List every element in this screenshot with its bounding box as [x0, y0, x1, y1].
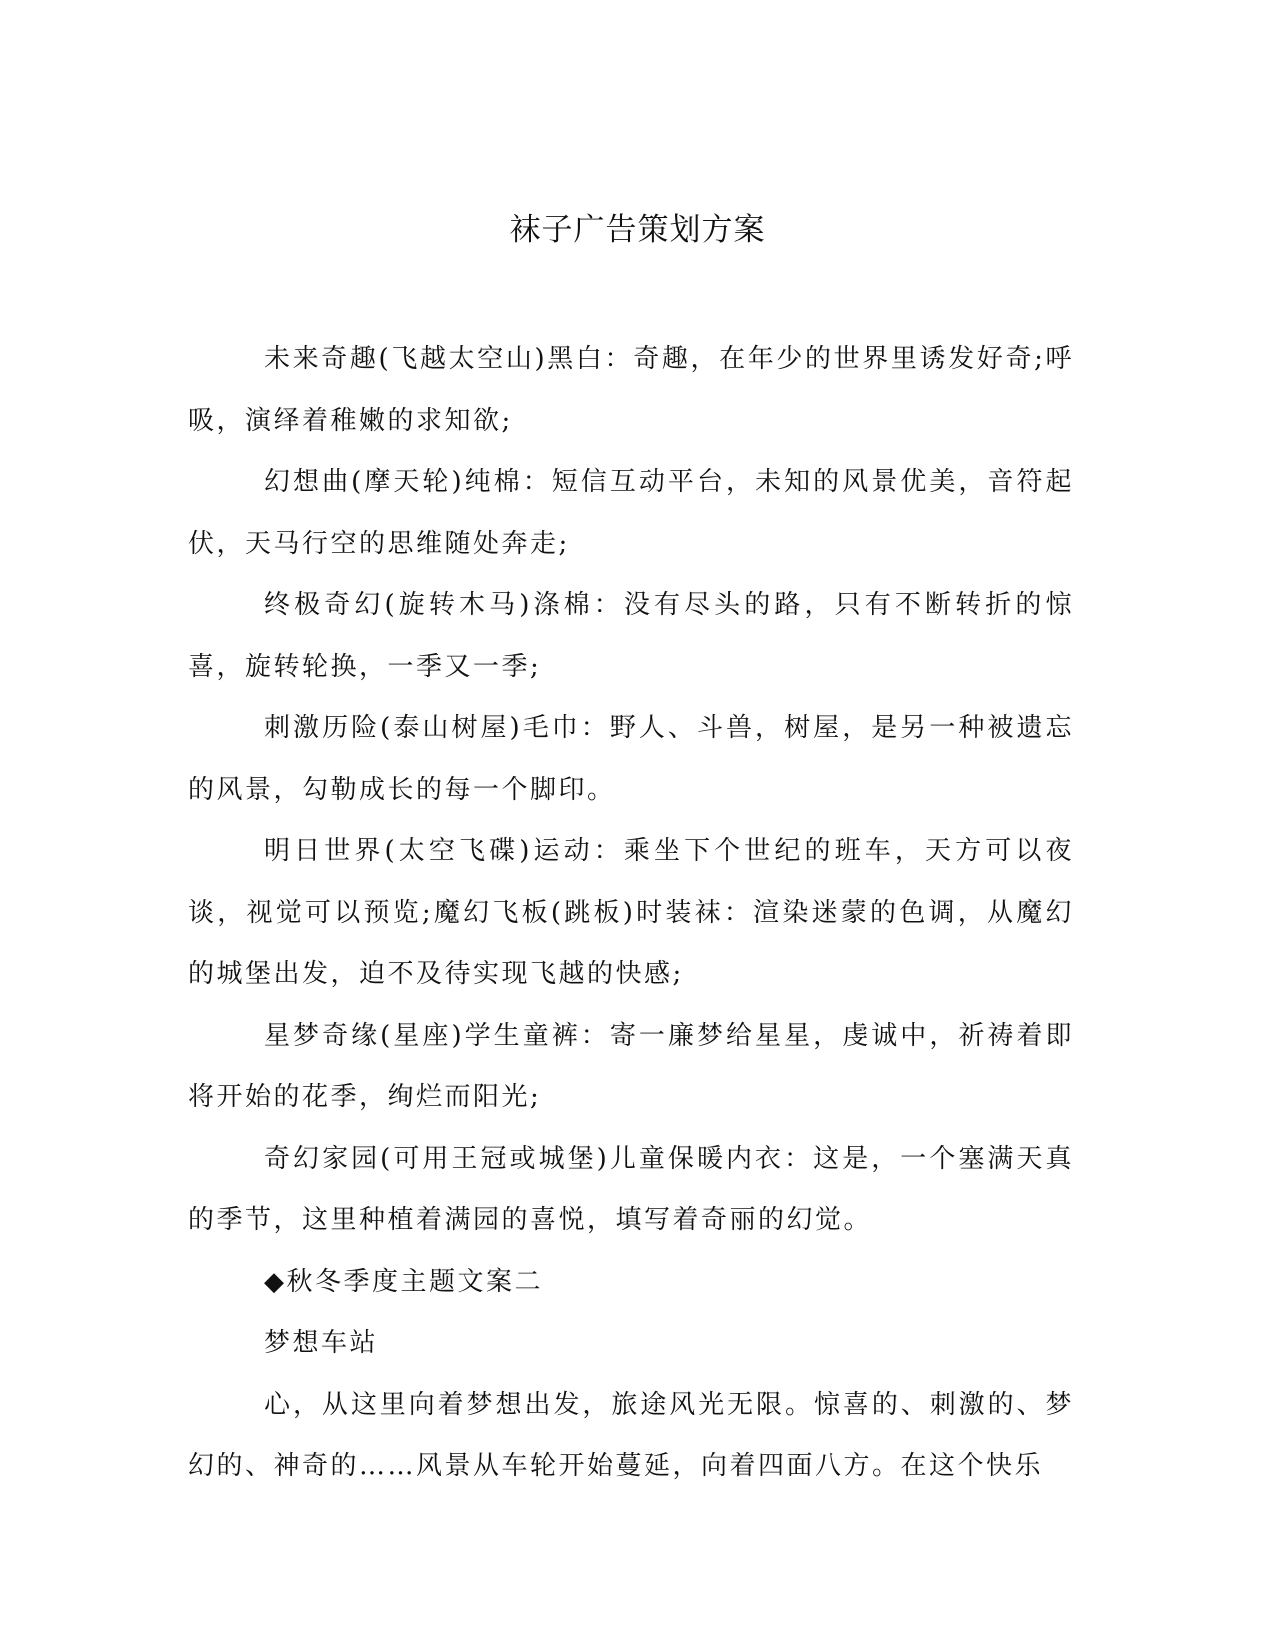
paragraph-8: 心，从这里向着梦想出发，旅途风光无限。惊喜的、刺激的、梦幻的、神奇的……风景从车轮开始蔓延，向着四面八方。在这个快乐 — [188, 1389, 1074, 1481]
paragraph-3: 终极奇幻(旋转木马)涤棉：没有尽头的路，只有不断转折的惊喜，旋转轮换，一季又一季; — [188, 590, 1074, 682]
paragraph-6: 星梦奇缘(星座)学生童裤：寄一廉梦给星星，虔诚中，祈祷着即将开始的花季，绚烂而阳光; — [188, 1020, 1074, 1112]
document-body — [188, 329, 1074, 1498]
subsection-heading: 梦想车站 — [264, 1328, 379, 1358]
paragraph-7: 奇幻家园(可用王冠或城堡)儿童保暖内衣：这是，一个塞满天真的季节，这里种植着满园的喜悦，填写着奇丽的幻觉。 — [188, 1143, 1074, 1235]
paragraph-4: 刺激历险(泰山树屋)毛巾：野人、斗兽，树屋，是另一种被遗忘的风景，勾勒成长的每一个脚印。 — [188, 713, 1074, 805]
paragraph-1: 未来奇趣(飞越太空山)黑白：奇趣，在年少的世界里诱发好奇;呼吸，演绎着稚嫩的求知欲; — [188, 344, 1074, 436]
paragraph-5: 明日世界(太空飞碟)运动：乘坐下个世纪的班车，天方可以夜谈，视觉可以预览;魔幻飞板(跳板)时装袜：渲染迷蒙的色调，从魔幻的城堡出发，迫不及待实现飞越的快感; — [188, 836, 1074, 989]
section-heading: ◆秋冬季度主题文案二 — [264, 1266, 543, 1297]
document-title: 袜子广告策划方案 — [509, 212, 766, 248]
paragraph-2: 幻想曲(摩天轮)纯棉：短信互动平台，未知的风景优美，音符起伏，天马行空的思维随处奔走; — [188, 467, 1074, 559]
